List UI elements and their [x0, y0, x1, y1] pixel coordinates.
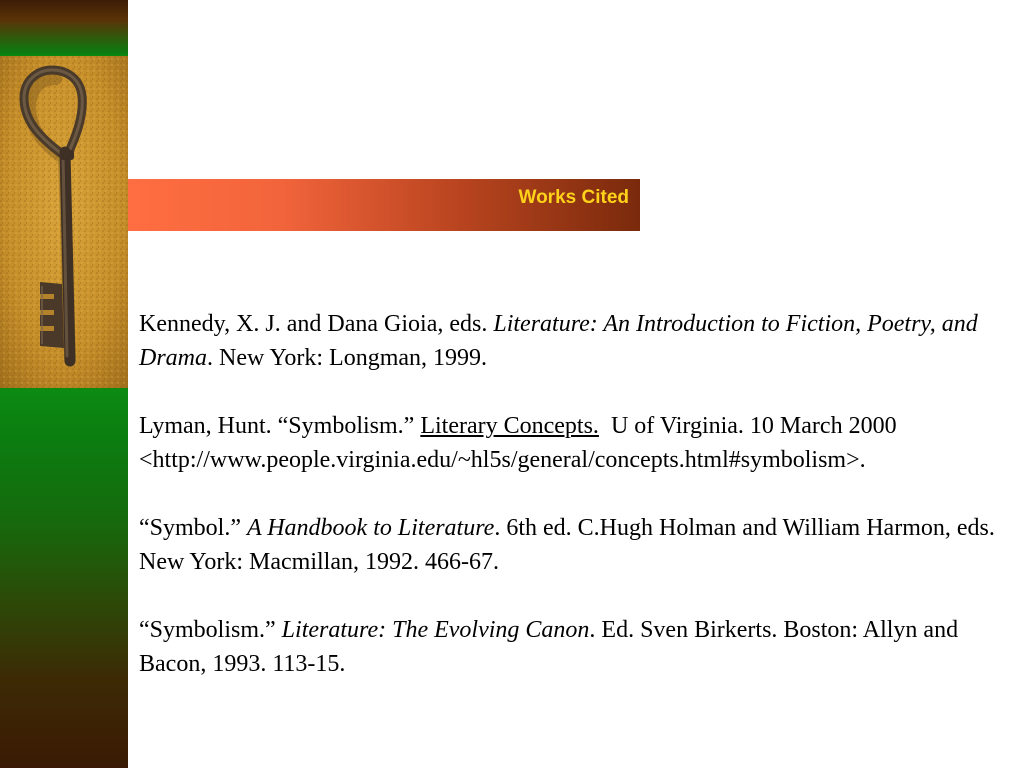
citation-item — [139, 511, 1014, 579]
citation-text: “Symbol.” — [139, 515, 247, 541]
citation-item — [139, 409, 1014, 477]
citation-text: . Ed. Sven Birkerts. Boston: Allyn and Bacon, 1993. 113-15. — [139, 617, 959, 677]
citation-title: Literature: An Introduction to Fiction, Poetry, and Drama — [139, 311, 978, 371]
citation-text: Lyman, Hunt. “Symbolism.” — [139, 413, 421, 439]
citation-title: Literature: The Evolving Canon — [281, 617, 590, 643]
citation-title: A Handbook to Literature — [247, 515, 495, 541]
citation-title-link[interactable]: Literary Concepts. — [420, 413, 599, 439]
slide-title: Works Cited — [518, 187, 629, 208]
title-banner — [128, 179, 640, 231]
citation-text: “Symbolism.” — [139, 617, 282, 643]
citation-text: U of Virginia. 10 March 2000 <http://www.people.virginia.edu/~hl5s/general/concepts.html#symbolism>. — [139, 413, 903, 473]
works-cited-list — [139, 307, 1014, 715]
citation-text: . New York: Longman, 1999. — [207, 345, 488, 371]
antique-key-icon — [0, 56, 128, 388]
citation-text: . 6th ed. C.Hugh Holman and William Harmon, eds. New York: Macmillan, 1992. 466-67. — [139, 515, 995, 575]
citation-item — [139, 307, 1014, 375]
citation-item — [139, 613, 1014, 681]
citation-text: Kennedy, X. J. and Dana Gioia, eds. — [139, 311, 494, 337]
key-photo — [0, 56, 128, 388]
